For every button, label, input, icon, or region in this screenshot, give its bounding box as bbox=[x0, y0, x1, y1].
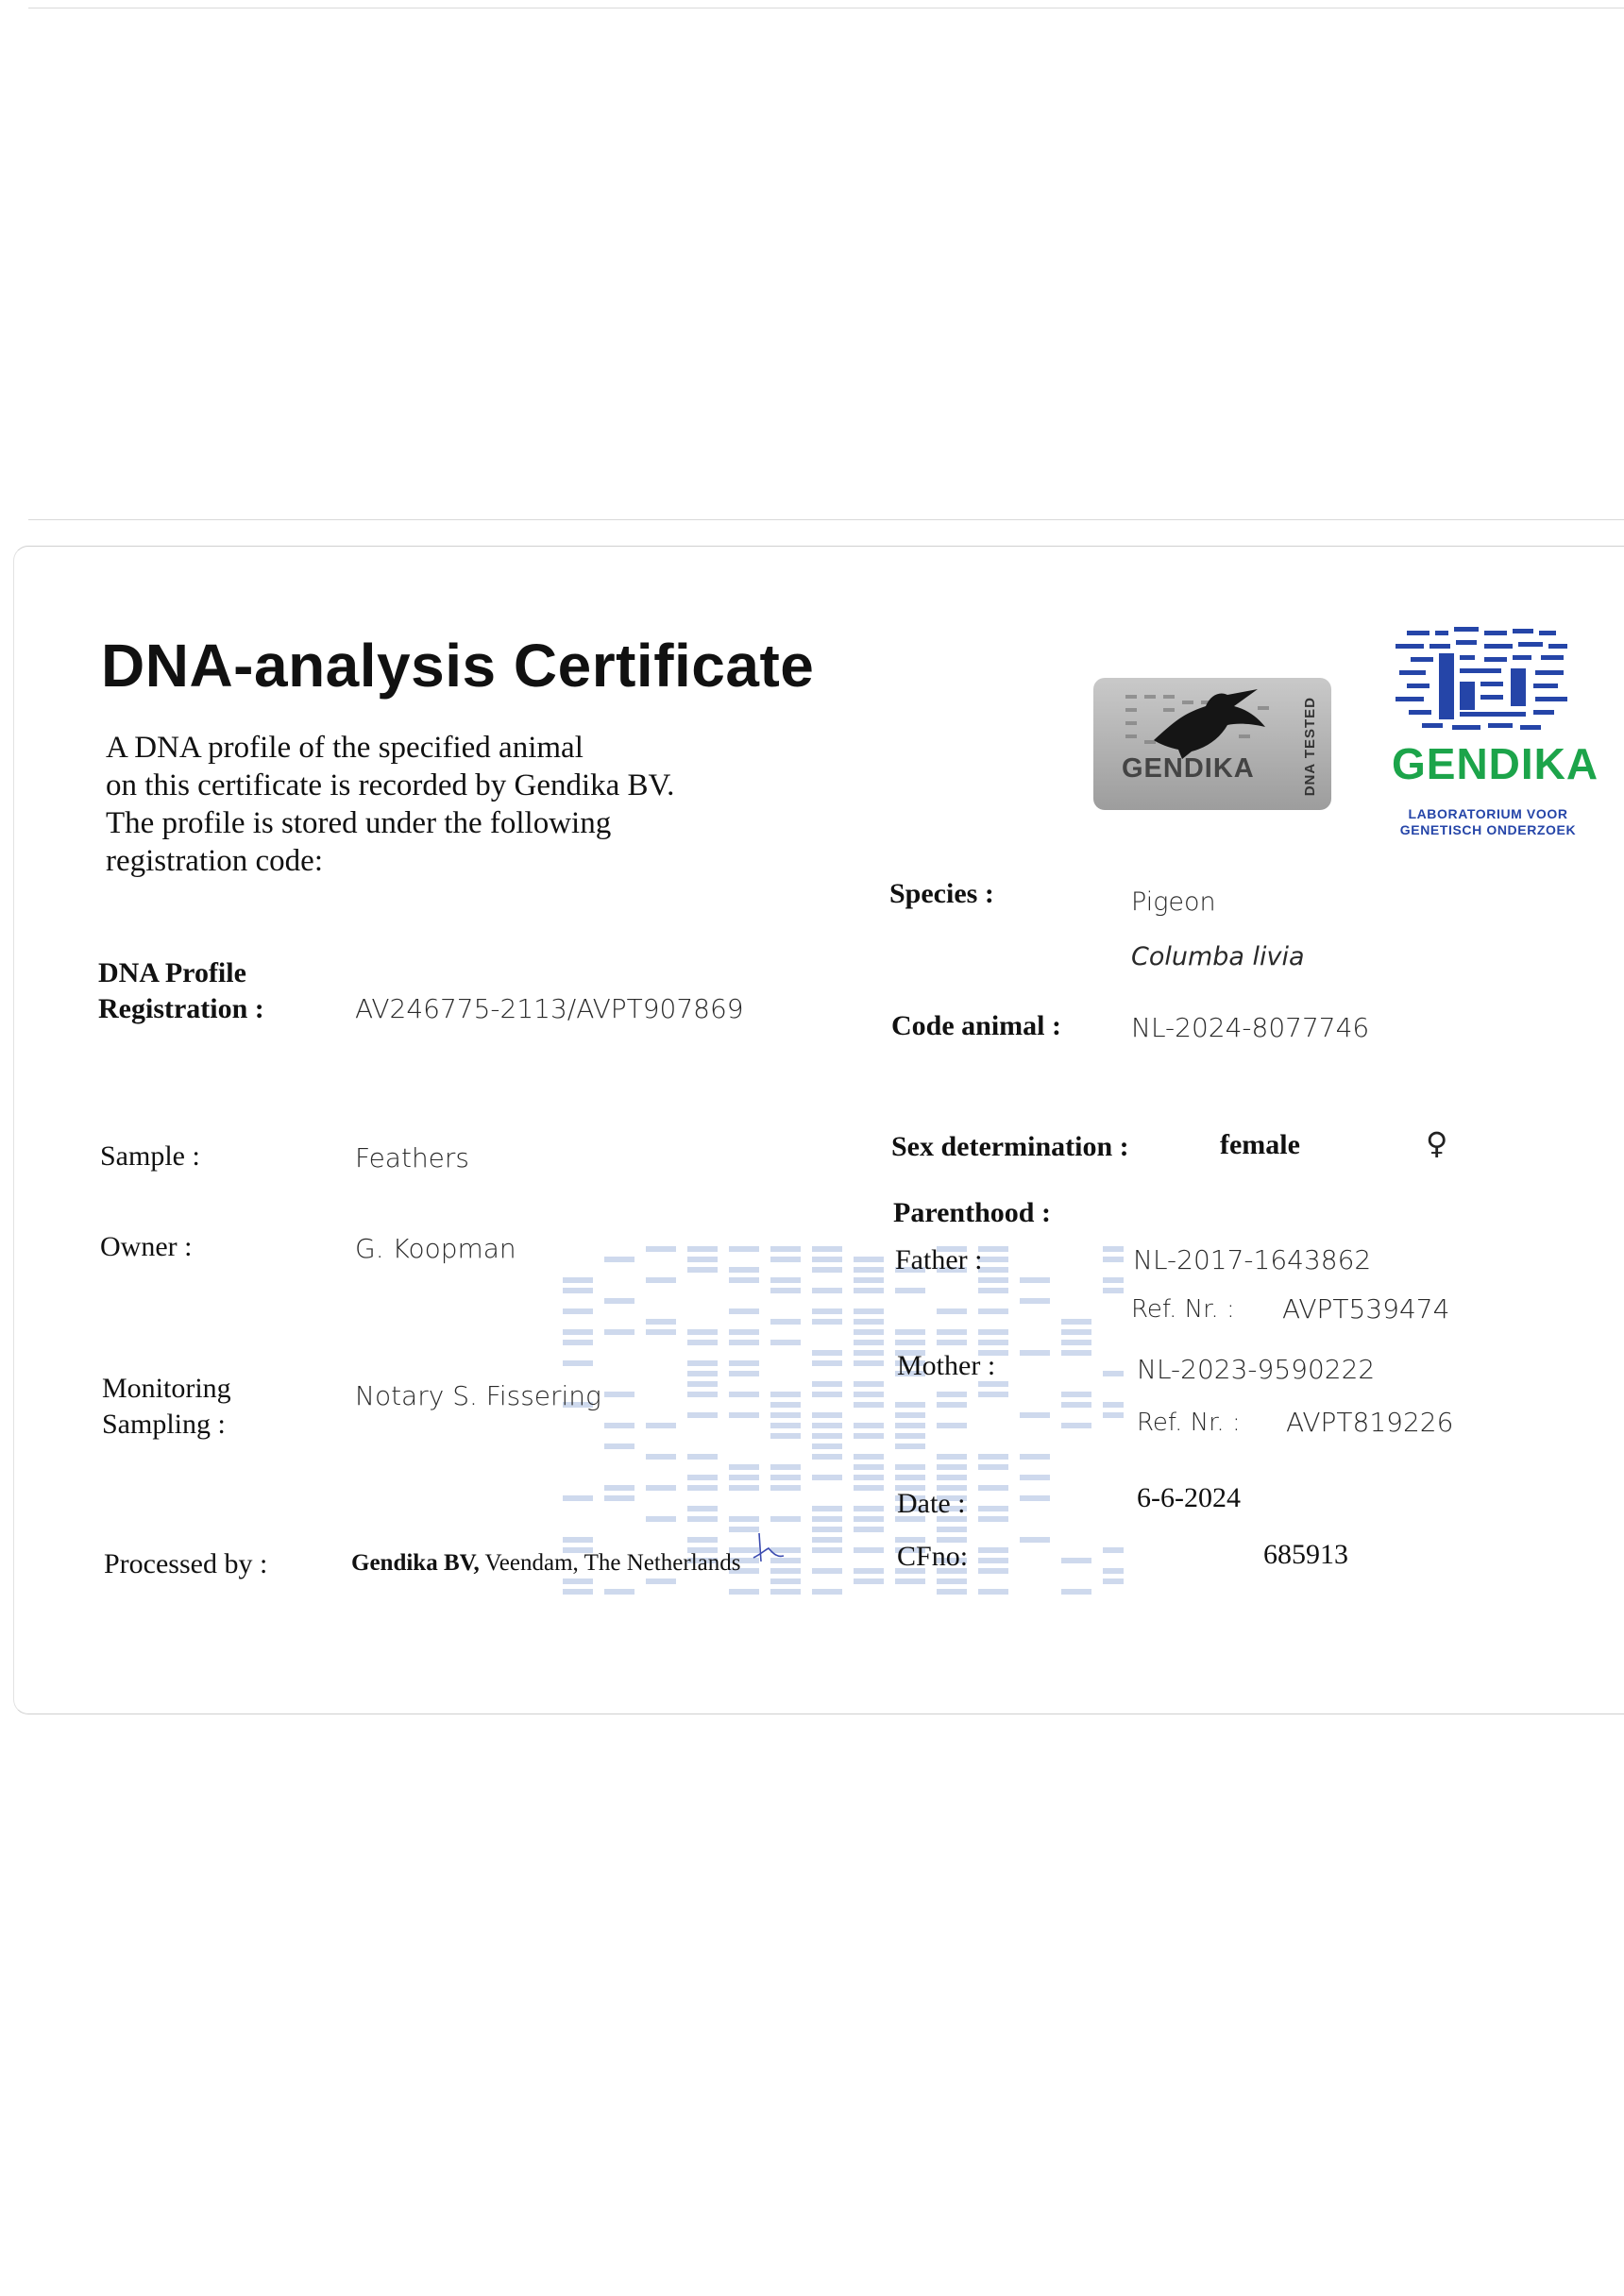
intro-line: registration code: bbox=[106, 844, 324, 878]
female-symbol-icon: ♀ bbox=[1426, 1125, 1448, 1161]
badge-side-text: DNA TESTED bbox=[1302, 697, 1318, 797]
intro-line: A DNA profile of the specified animal bbox=[106, 731, 584, 765]
dna-tested-badge bbox=[1093, 678, 1331, 810]
parenthood-label: Parenthood : bbox=[893, 1197, 1051, 1228]
processed-value bbox=[351, 1550, 741, 1577]
certificate-top-line bbox=[28, 519, 1624, 520]
intro-line: The profile is stored under the following bbox=[106, 806, 612, 840]
badge-brand: GENDIKA bbox=[1122, 753, 1255, 784]
date-value: 6-6-2024 bbox=[1137, 1482, 1241, 1513]
monitoring-value: Notary S. Fissering bbox=[355, 1380, 601, 1411]
father-ref-value: AVPT539474 bbox=[1282, 1293, 1450, 1325]
intro-line: on this certificate is recorded by Gendika BV. bbox=[106, 768, 675, 802]
date-label: Date : bbox=[897, 1488, 966, 1519]
mother-label: Mother : bbox=[897, 1350, 996, 1381]
sex-value: female bbox=[1220, 1129, 1300, 1160]
monitoring-label bbox=[102, 1371, 231, 1443]
gendika-logo-icon bbox=[1394, 627, 1573, 733]
species-common: Pigeon bbox=[1131, 887, 1216, 917]
processed-company: Gendika BV, bbox=[351, 1550, 480, 1576]
cfno-value: 685913 bbox=[1263, 1539, 1348, 1570]
mother-ref-value: AVPT819226 bbox=[1286, 1407, 1454, 1438]
processed-location: Veendam, The Netherlands bbox=[479, 1550, 741, 1576]
code-animal-value: NL-2024-8077746 bbox=[1131, 1012, 1370, 1043]
sample-label: Sample : bbox=[100, 1140, 200, 1172]
logo-subtitle-line: LABORATORIUM VOOR bbox=[1408, 806, 1568, 821]
processed-label: Processed by : bbox=[104, 1548, 268, 1579]
species-latin: Columba livia bbox=[1131, 942, 1305, 971]
gendika-logo-wordmark: GENDIKA bbox=[1392, 739, 1599, 788]
certificate-title: DNA-analysis Certificate bbox=[101, 632, 815, 700]
father-label: Father : bbox=[895, 1244, 983, 1275]
dna-profile-label-line: Registration : bbox=[98, 993, 264, 1024]
father-value: NL-2017-1643862 bbox=[1133, 1244, 1372, 1275]
cfno-label: CFno: bbox=[897, 1541, 969, 1572]
bird-silhouette-icon bbox=[1116, 685, 1286, 761]
dna-profile-label bbox=[98, 955, 264, 1027]
intro-paragraph bbox=[106, 729, 767, 880]
father-ref-label: Ref. Nr. : bbox=[1131, 1295, 1235, 1324]
dna-profile-value: AV246775-2113/AVPT907869 bbox=[355, 993, 744, 1024]
species-label: Species : bbox=[889, 878, 994, 909]
owner-value: G. Koopman bbox=[355, 1233, 516, 1264]
mother-value: NL-2023-9590222 bbox=[1137, 1354, 1376, 1385]
monitoring-label-line: Sampling : bbox=[102, 1409, 226, 1440]
mother-ref-label: Ref. Nr. : bbox=[1137, 1409, 1241, 1437]
sex-determination-label: Sex determination : bbox=[891, 1131, 1129, 1162]
owner-label: Owner : bbox=[100, 1231, 193, 1262]
monitoring-label-line: Monitoring bbox=[102, 1373, 231, 1404]
gendika-logo-subtitle bbox=[1396, 806, 1581, 838]
sample-value: Feathers bbox=[355, 1142, 470, 1173]
signature-mark bbox=[750, 1529, 787, 1567]
dna-profile-label-line: DNA Profile bbox=[98, 957, 246, 988]
code-animal-label: Code animal : bbox=[891, 1010, 1061, 1041]
logo-subtitle-line: GENETISCH ONDERZOEK bbox=[1399, 822, 1577, 837]
